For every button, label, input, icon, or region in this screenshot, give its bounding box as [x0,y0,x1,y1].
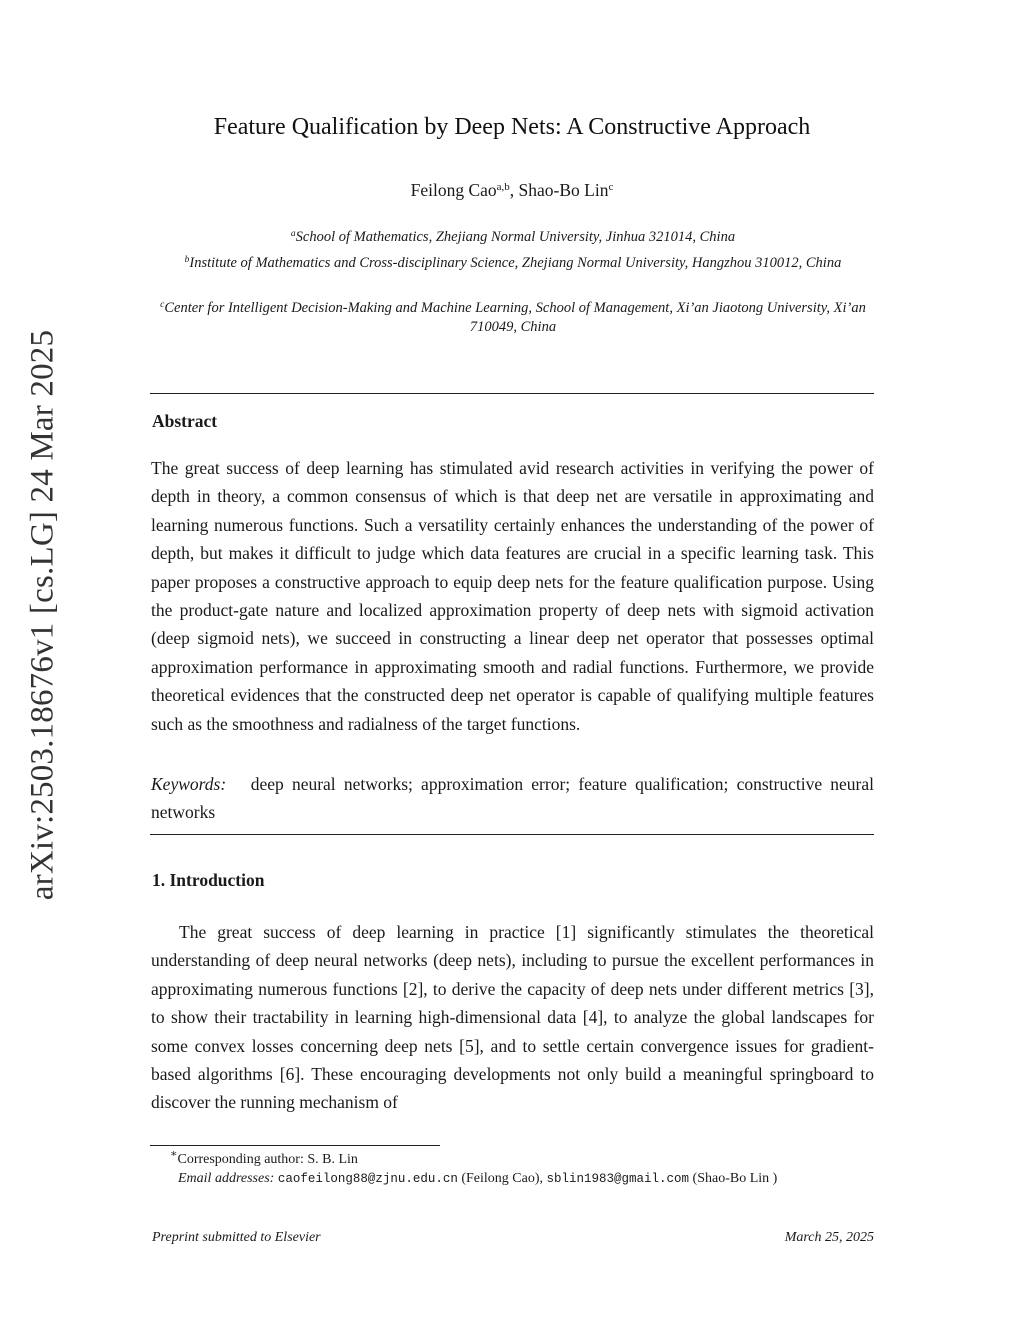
affiliation-b [152,254,874,273]
email-label: Email addresses: [178,1171,275,1186]
keywords-text: deep neural networks; approximation error; feature qualification; constructive neural networks [151,774,874,823]
abstract-text: The great success of deep learning has stimulated avid research activities in verifying the power of depth in theory, a common consensus of which is that deep net are versatile in approximating and learning numerous functions. Such a versatility certainly enhances the understanding of the power of depth, but makes it difficult to judge which data features are crucial in a specific learning task. This paper proposes a constructive approach to equip deep nets for the feature qualification purpose. Using the product-gate nature and localized approximation property of deep nets with sigmoid activation (deep sigmoid nets), we succeed in constructing a linear deep net operator that possesses optimal approximation performance in approximating smooth and radial functions. Furthermore, we provide theoretical evidences that the constructed deep net operator is capable of qualifying multiple features such as the smoothness and radialness of the target functions. [151,458,874,734]
author-name: Feilong Cao [410,180,497,200]
footnote-rule [150,1145,440,1146]
affiliation-mark: a [290,229,296,239]
introduction-paragraph: The great success of deep learning in practice [1] significantly stimulates the theoretical understanding of deep neural networks (deep nets), including to pursue the excellent performances in approximating numerous functions [2], to derive the capacity of deep nets under different metrics [3], to show their tractability in learning high-dimensional data [4], to analyze the global landscapes for some convex losses concerning deep nets [5], and to settle certain convergence issues for gradient-based algorithms [6]. These encouraging developments not only build a meaningful springboard to discover the running mechanism of [151,922,874,1113]
affiliation-text: School of Mathematics, Zhejiang Normal University, Jinhua 321014, China [295,229,736,245]
keywords [151,770,874,827]
preprint-date: March 25, 2025 [784,1230,874,1245]
footnote-corresponding [170,1150,874,1169]
author-list: Feilong Cao$^{a,b}$, Shao-Bo Lin$^c$ [410,180,614,200]
email-link[interactable]: caofeilong88@zjnu.edu.cn [277,1172,458,1186]
abstract-heading: Abstract [152,411,218,431]
section-heading-introduction: 1. Introduction [152,870,265,890]
arxiv-side-stamp [18,320,68,910]
author-affiliation-mark: a,b [496,181,510,193]
email-owner: (Shao-Bo Lin ) [692,1171,778,1186]
affiliation-mark: b [184,255,190,265]
affiliation-text: Center for Intelligent Decision-Making and Machine Learning, School of Management, Xi’an Jiaotong University, Xi’an 710049, China [164,300,866,335]
preprint-note: Preprint submitted to Elsevier [152,1230,321,1245]
keywords-label: Keywords: [151,774,227,794]
abstract-bottom-rule [150,834,874,835]
corresponding-author: Corresponding author: S. B. Lin [177,1152,358,1167]
footnote-emails [178,1169,882,1189]
paper-title: Feature Qualification by Deep Nets: A Constructive Approach [213,114,811,140]
author-name: Shao-Bo Lin [518,180,609,200]
email-owner: (Feilong Cao), [461,1171,543,1186]
affiliation-mark: c [160,300,165,310]
footnote-marker: ∗ [170,1148,178,1160]
affiliation-a [152,228,874,247]
affiliation-text: Institute of Mathematics and Cross-disciplinary Science, Zhejiang Normal University, Hangzhou 310012, China [189,255,842,271]
arxiv-identifier: arXiv:2503.18676v1 [cs.LG] 24 Mar 2025 [24,329,61,901]
abstract-top-rule [150,393,874,394]
affiliation-c [152,299,874,337]
author-affiliation-mark: c [608,181,614,193]
email-link[interactable]: sblin1983@gmail.com [546,1172,690,1186]
